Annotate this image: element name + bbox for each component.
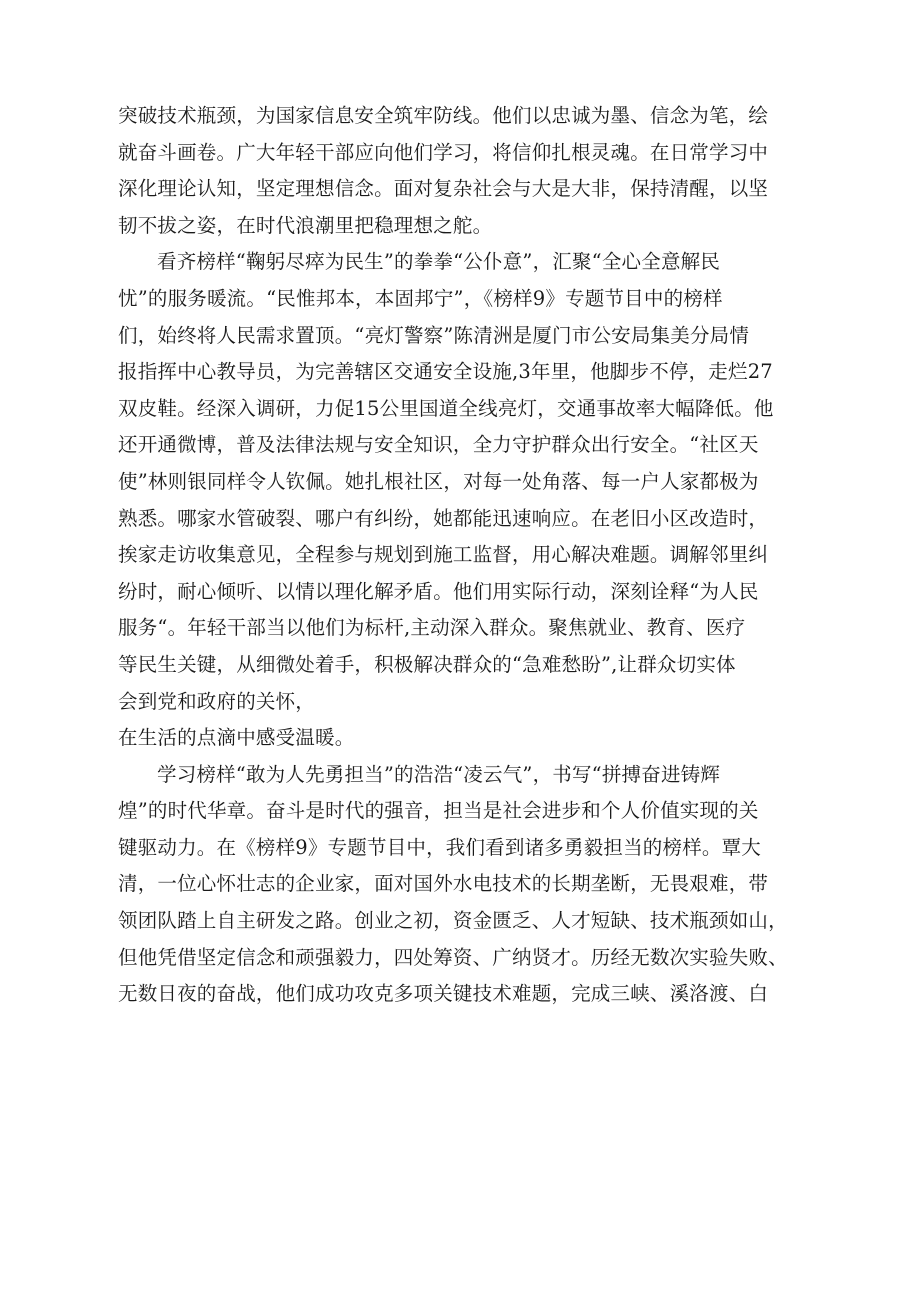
text-line: 还开通微博，普及法律法规与安全知识，全力守护群众出行安全。“社区天 bbox=[118, 433, 759, 457]
text-line: 煌”的时代华章。奋斗是时代的强音，担当是社会进步和个人价值实现的关 bbox=[118, 799, 759, 823]
text-line: 等民生关键，从细微处着手，积极解决群众的“急难愁盼”,让群众切实体 bbox=[118, 652, 736, 676]
text-line: 键驱动力。在《榜样9》专题节目中，我们看到诸多勇毅担当的榜样。覃大 bbox=[118, 835, 762, 859]
text-line: 无数日夜的奋战，他们成功攻克多项关键技术难题，完成三峡、溪洛渡、白 bbox=[118, 982, 769, 1006]
text-line: 清，一位心怀壮志的企业家，面对国外水电技术的长期垄断，无畏艰难，带 bbox=[118, 872, 769, 896]
text-line: 忧”的服务暖流。“民惟邦本，本固邦宁”，《榜样9》专题节目中的榜样 bbox=[118, 286, 723, 310]
text-line: 挨家走访收集意见，全程参与规划到施工监督，用心解决难题。调解邻里纠 bbox=[118, 543, 769, 567]
paragraph-2 bbox=[118, 244, 828, 756]
paragraph-1 bbox=[118, 98, 828, 244]
text-line: 深化理论认知，坚定理想信念。面对复杂社会与大是大非，保持清醒，以坚 bbox=[118, 177, 769, 201]
paragraph-3 bbox=[118, 757, 828, 1013]
text-line: 双皮鞋。经深入调研，力促15公里国道全线亮灯，交通事故率大幅降低。他 bbox=[118, 396, 774, 420]
text-line: 服务“。年轻干部当以他们为标杆,主动深入群众。聚焦就业、教育、医疗 bbox=[118, 616, 746, 640]
text-line: 突破技术瓶颈，为国家信息安全筑牢防线。他们以忠诚为墨、信念为笔，绘 bbox=[118, 104, 769, 127]
text-line: 领团队踏上自主研发之路。创业之初，资金匮乏、人才短缺、技术瓶颈如山， bbox=[118, 909, 788, 933]
document-body bbox=[118, 98, 828, 1013]
text-line: 就奋斗画卷。广大年轻干部应向他们学习，将信仰扎根灵魂。在日常学习中 bbox=[118, 140, 769, 164]
text-line: 使”林则银同样令人钦佩。她扎根社区，对每一处角落、每一户人家都极为 bbox=[118, 469, 759, 493]
text-line: 熟悉。哪家水管破裂、哪户有纠纷，她都能迅速响应。在老旧小区改造时， bbox=[118, 506, 769, 530]
text-line: 纷时，耐心倾听、以情以理化解矛盾。他们用实际行动，深刻诠释“为人民 bbox=[118, 579, 759, 603]
text-line: 看齐榜样“鞠躬尽瘁为民生”的拳拳“公仆意”，汇聚“全心全意解民 bbox=[157, 250, 721, 274]
text-line: 但他凭借坚定信念和顽强毅力，四处筹资、广纳贤才。历经无数次实验失败、 bbox=[118, 945, 788, 969]
text-line: 们，始终将人民需求置顶。“亮灯警察”陈清洲是厦门市公安局集美分局情 bbox=[118, 323, 750, 347]
text-line: 在生活的点滴中感受温暖。 bbox=[118, 726, 355, 750]
text-line: 韧不拔之姿，在时代浪潮里把稳理想之舵。 bbox=[118, 213, 493, 237]
text-line: 会到党和政府的关怀， bbox=[118, 689, 316, 713]
text-line: 学习榜样“敢为人先勇担当”的浩浩“凌云气”，书写“拼搏奋进铸辉 bbox=[157, 762, 721, 786]
text-line: 报指挥中心教导员，为完善辖区交通安全设施,3年里，他脚步不停，走烂27 bbox=[118, 360, 773, 384]
